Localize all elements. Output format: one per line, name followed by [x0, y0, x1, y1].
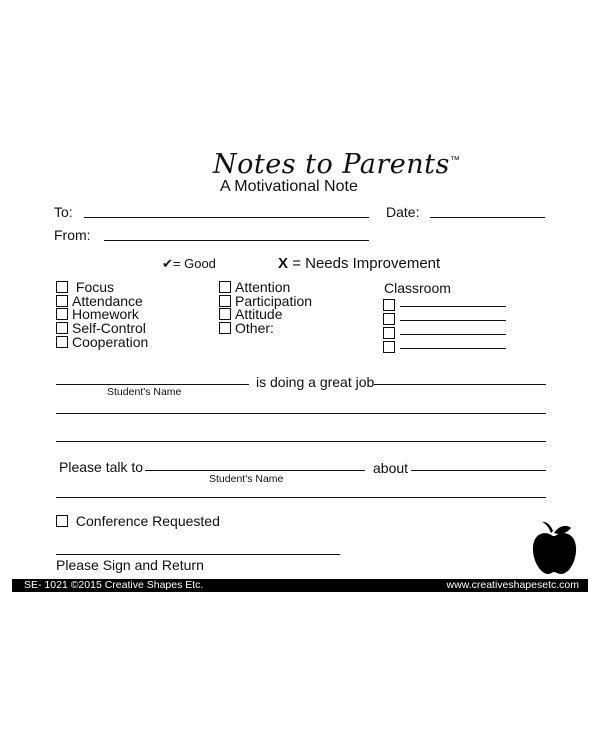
form-title — [213, 146, 460, 180]
comment-line[interactable] — [56, 497, 546, 498]
conference-label: Conference Requested — [75, 513, 220, 529]
trademark-symbol: ™ — [449, 155, 461, 166]
about-label: about — [373, 460, 409, 476]
classroom-field-line[interactable] — [400, 306, 506, 307]
classroom-field-line[interactable] — [400, 320, 506, 321]
checkbox[interactable] — [56, 336, 68, 348]
x-mark-icon: X — [278, 255, 289, 272]
comment-line[interactable] — [56, 441, 546, 442]
classroom-label: Classroom — [384, 280, 451, 296]
classroom-field-line[interactable] — [400, 334, 506, 335]
checklist-label: Self-Control — [72, 320, 146, 336]
checklist-label: Attention — [235, 279, 291, 295]
checklist-label: Participation — [235, 293, 313, 309]
checklist-label: Cooperation — [72, 334, 149, 350]
checklist-label: Attendance — [72, 293, 143, 309]
date-field-line[interactable] — [430, 217, 545, 218]
checklist-label: Focus — [75, 279, 115, 295]
checkbox[interactable] — [383, 299, 395, 311]
student-name-caption: Student's Name — [107, 386, 182, 398]
student-name-caption-2: Student's Name — [209, 473, 284, 485]
footer-bar — [12, 579, 588, 592]
sign-return-label: Please Sign and Return — [56, 557, 204, 573]
date-label: Date: — [386, 204, 420, 220]
conference-requested[interactable] — [56, 513, 220, 529]
checkbox[interactable] — [219, 308, 231, 320]
footer-website: www.creativeshapesetc.com — [446, 579, 579, 591]
checklist-item-other[interactable] — [219, 320, 274, 336]
legend-good-text: = Good — [172, 256, 216, 271]
signature-line[interactable] — [56, 554, 340, 555]
great-job-text: is doing a great job — [256, 374, 375, 390]
legend-needs-improvement — [278, 256, 440, 272]
checkmark-icon: ✔ — [162, 257, 173, 272]
checkbox[interactable] — [56, 515, 68, 527]
classroom-field-line[interactable] — [400, 348, 506, 349]
comment-line[interactable] — [56, 413, 546, 414]
checkbox[interactable] — [219, 281, 231, 293]
checkbox[interactable] — [383, 313, 395, 325]
from-field-line[interactable] — [104, 240, 369, 241]
please-talk-label: Please talk to — [59, 459, 144, 475]
please-talk-field-line[interactable] — [145, 470, 365, 471]
classroom-item[interactable] — [383, 339, 399, 357]
from-label: From: — [54, 227, 91, 243]
legend-needs-text: = Needs Improvement — [292, 255, 441, 272]
great-job-field-line[interactable] — [374, 384, 546, 385]
about-field-line[interactable] — [411, 470, 546, 471]
to-field-line[interactable] — [84, 217, 369, 218]
checklist-label: Other: — [235, 320, 274, 336]
checkbox[interactable] — [383, 341, 395, 353]
checkbox[interactable] — [56, 281, 68, 293]
form-subtitle: A Motivational Note — [220, 178, 358, 195]
checklist-item-cooperation[interactable] — [56, 334, 148, 350]
form-title-text: Notes to Parents — [213, 149, 450, 180]
checkbox[interactable] — [56, 322, 68, 334]
apple-icon — [530, 519, 580, 577]
checkbox[interactable] — [219, 322, 231, 334]
footer-copyright: SE- 1021 ©2015 Creative Shapes Etc. — [24, 579, 204, 591]
checkbox[interactable] — [383, 327, 395, 339]
student-name-field-line[interactable] — [56, 384, 249, 385]
checklist-label: Homework — [72, 306, 139, 322]
to-label: To: — [54, 204, 73, 220]
checkbox[interactable] — [56, 308, 68, 320]
legend-good — [162, 255, 216, 273]
checklist-label: Attitude — [235, 306, 283, 322]
